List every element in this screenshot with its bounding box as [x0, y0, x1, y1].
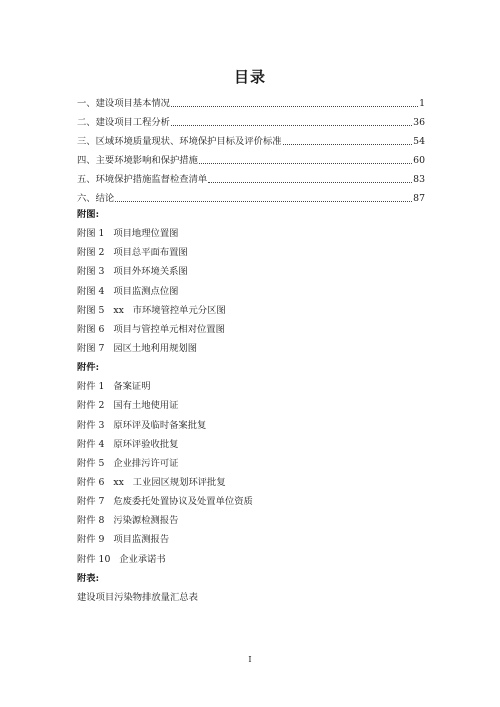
figure-item: 附图 1 项目地理位置图	[77, 228, 179, 240]
toc-leader-dots	[199, 163, 412, 164]
page-title: 目录	[233, 68, 266, 86]
attachment-item: 附件 5 企业排污许可证	[77, 457, 179, 469]
figure-item: 附图 4 项目监测点位图	[77, 285, 179, 297]
figure-item: 附图 5 xx 市环境管控单元分区图	[77, 304, 226, 316]
figure-item: 附图 7 园区土地利用规划图	[77, 342, 198, 354]
tables-heading: 附表:	[77, 572, 100, 584]
toc-entry-label: 五、环境保护措施监督检查清单	[77, 174, 208, 185]
toc-entry-label: 四、主要环境影响和保护措施	[77, 155, 198, 166]
toc-entry-label: 六、结论	[77, 193, 115, 204]
attachment-item: 附件 10 企业承诺书	[77, 553, 166, 565]
toc-leader-dots	[171, 106, 418, 107]
toc-leader-dots	[171, 125, 412, 126]
attachment-item: 附件 4 原环评验收批复	[77, 438, 179, 450]
toc-leader-dots	[283, 144, 413, 145]
toc-entry-page: 36	[413, 117, 425, 128]
page-number: I	[248, 655, 252, 664]
attachment-item: 附件 8 污染源检测报告	[77, 515, 179, 527]
toc-entry[interactable]	[77, 129, 425, 148]
toc-entry[interactable]	[77, 91, 425, 110]
attachment-item: 附件 1 备案证明	[77, 381, 151, 393]
toc-entry[interactable]	[77, 186, 425, 205]
figures-heading: 附图:	[77, 209, 100, 220]
attachment-item: 附件 7 危废委托处置协议及处置单位资质	[77, 496, 253, 508]
toc-entry-page: 54	[413, 136, 425, 147]
toc-leader-dots	[208, 182, 412, 183]
toc-entry-page: 87	[413, 193, 425, 204]
toc-entry[interactable]	[77, 167, 425, 186]
toc-entry[interactable]	[77, 110, 425, 129]
toc-entry-page: 1	[419, 98, 425, 109]
attachment-item: 附件 9 项目监测报告	[77, 534, 170, 546]
figure-item: 附图 6 项目与管控单元相对位置图	[77, 323, 225, 335]
toc-entry-page: 60	[413, 155, 425, 166]
attachments-heading: 附件:	[77, 362, 100, 374]
figure-item: 附图 3 项目外环境关系图	[77, 266, 188, 278]
toc-entry-page: 83	[413, 174, 425, 185]
toc-entry[interactable]	[77, 148, 425, 167]
attachment-item: 附件 2 国有土地使用证	[77, 400, 179, 412]
toc-leader-dots	[115, 201, 412, 202]
attachment-item: 附件 3 原环评及临时备案批复	[77, 419, 207, 431]
toc-entry-label: 一、建设项目基本情况	[77, 98, 170, 109]
toc-entry-label: 二、建设项目工程分析	[77, 117, 170, 128]
toc-entry-label: 三、区域环境质量现状、环境保护目标及评价标准	[77, 136, 282, 147]
attachment-item: 附件 6 xx 工业园区规划环评批复	[77, 476, 226, 488]
appendix-list	[77, 205, 253, 607]
figure-item: 附图 2 项目总平面布置图	[77, 247, 188, 259]
table-item: 建设项目污染物排放量汇总表	[77, 591, 198, 603]
table-of-contents	[77, 91, 425, 205]
